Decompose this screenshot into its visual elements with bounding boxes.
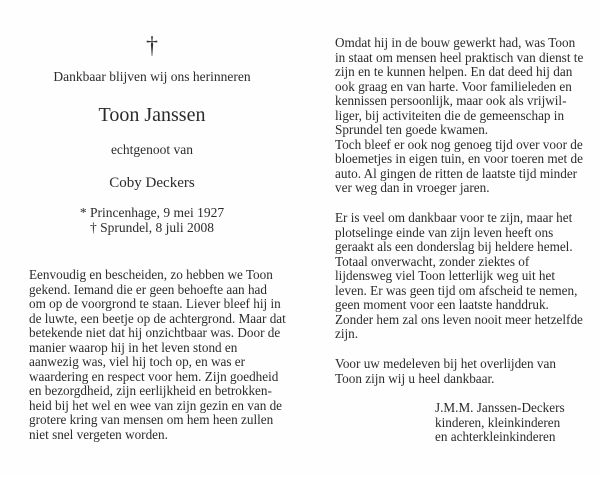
right-paragraph-2 (335, 211, 595, 342)
text-line: zijn. (335, 326, 359, 341)
text-line: grotere kring van mensen om hem heen zullen (29, 412, 274, 427)
spouse-label: echtgenoot van (110, 142, 194, 157)
text-line: waardering en respect voor hem. Zijn goedheid (29, 368, 279, 384)
birth-date: * Princenhage, 9 mei 1927 (79, 205, 225, 220)
text-line: manier waarop hij in het leven stond en (29, 339, 238, 355)
text-line: in staat om mensen heel praktisch van dienst te (335, 49, 584, 65)
death-date: † Sprundel, 8 juli 2008 (89, 220, 215, 235)
text-line: bloemetjes in eigen tuin, en voor toeren met de (335, 151, 583, 166)
text-line: niet snel vergeten worden. (29, 426, 168, 442)
text-line: gekend. Iemand die er geen behoefte aan had (29, 281, 267, 297)
card-right-panel (304, 0, 600, 477)
text-line: de luwte, een beetje op de achtergrond. Maar dat (29, 310, 286, 326)
text-line: en bezorgdheid, zijn eerlijkheid en betrokken- (29, 383, 272, 398)
text-line: auto. Al gingen de ritten de laatste tijd minder (335, 165, 578, 181)
text-line: zijn en te kunnen helpen. En dat deed hij dan (335, 64, 573, 79)
text-line: Zonder hem zal ons leven nooit meer hetzelfde (335, 311, 583, 327)
text-line: Voor uw medeleven bij het overlijden van (335, 356, 556, 371)
text-line: Sprundel ten goede kwamen. (335, 122, 489, 137)
text-line: plotselinge einde van zijn leven heeft ons (335, 224, 554, 240)
text-line: aanwezig was, viel hij toch op, en was er (29, 354, 246, 369)
text-line: leven. Er was geen tijd om afscheid te nemen, (335, 282, 578, 298)
text-line: liger, bij activiteiten die de gemeenschap in (335, 107, 565, 123)
life-dates (0, 205, 304, 235)
intro-text: Dankbaar blijven wij ons herinneren (53, 69, 251, 84)
signature-line: en achterkleinkinderen (435, 429, 556, 444)
text-line: Omdat hij in de bouw gewerkt had, was Toon (335, 35, 576, 50)
spouse-name: Coby Deckers (109, 175, 195, 191)
signature-block (435, 401, 595, 445)
signature-line: J.M.M. Janssen-Deckers (435, 400, 565, 415)
text-line: geraakt als een donderslag bij heldere hemel. (335, 239, 573, 254)
text-line: Toon zijn wij u heel dankbaar. (335, 370, 495, 386)
signature-line: kinderen, kleinkinderen (435, 414, 561, 430)
text-line: kennissen persoonlijk, maar ook als vrijwil- (335, 93, 567, 108)
text-line: Er is veel om dankbaar voor te zijn, maar het (335, 210, 573, 225)
deceased-name: Toon Janssen (98, 104, 206, 126)
cross-icon: † (146, 33, 158, 59)
text-line: Eenvoudig en bescheiden, zo hebben we Toon (29, 267, 273, 282)
text-line: lijdensweg viel Toon letterlijk weg uit het (335, 268, 556, 283)
text-line: geen moment voor een laatste handdruk. (335, 297, 549, 312)
text-line: Toch bleef er ook nog genoeg tijd over voor de (335, 136, 583, 152)
text-line: ook graag en van harte. Voor familieleden en (335, 78, 572, 94)
text-line: heid bij het wel en wee van zijn gezin en van de (29, 397, 283, 413)
text-line: om op de voorgrond te staan. Liever bleef hij in (29, 296, 281, 311)
text-line: Totaal onverwacht, zonder ziektes of (335, 253, 530, 269)
text-line: betekende niet dat hij onzichtbaar was. Door de (29, 325, 281, 340)
left-paragraph (29, 268, 304, 442)
text-line: ver weg dan in vroeger jaren. (335, 180, 490, 195)
right-paragraph-1 (335, 36, 595, 196)
right-paragraph-3 (335, 357, 595, 386)
